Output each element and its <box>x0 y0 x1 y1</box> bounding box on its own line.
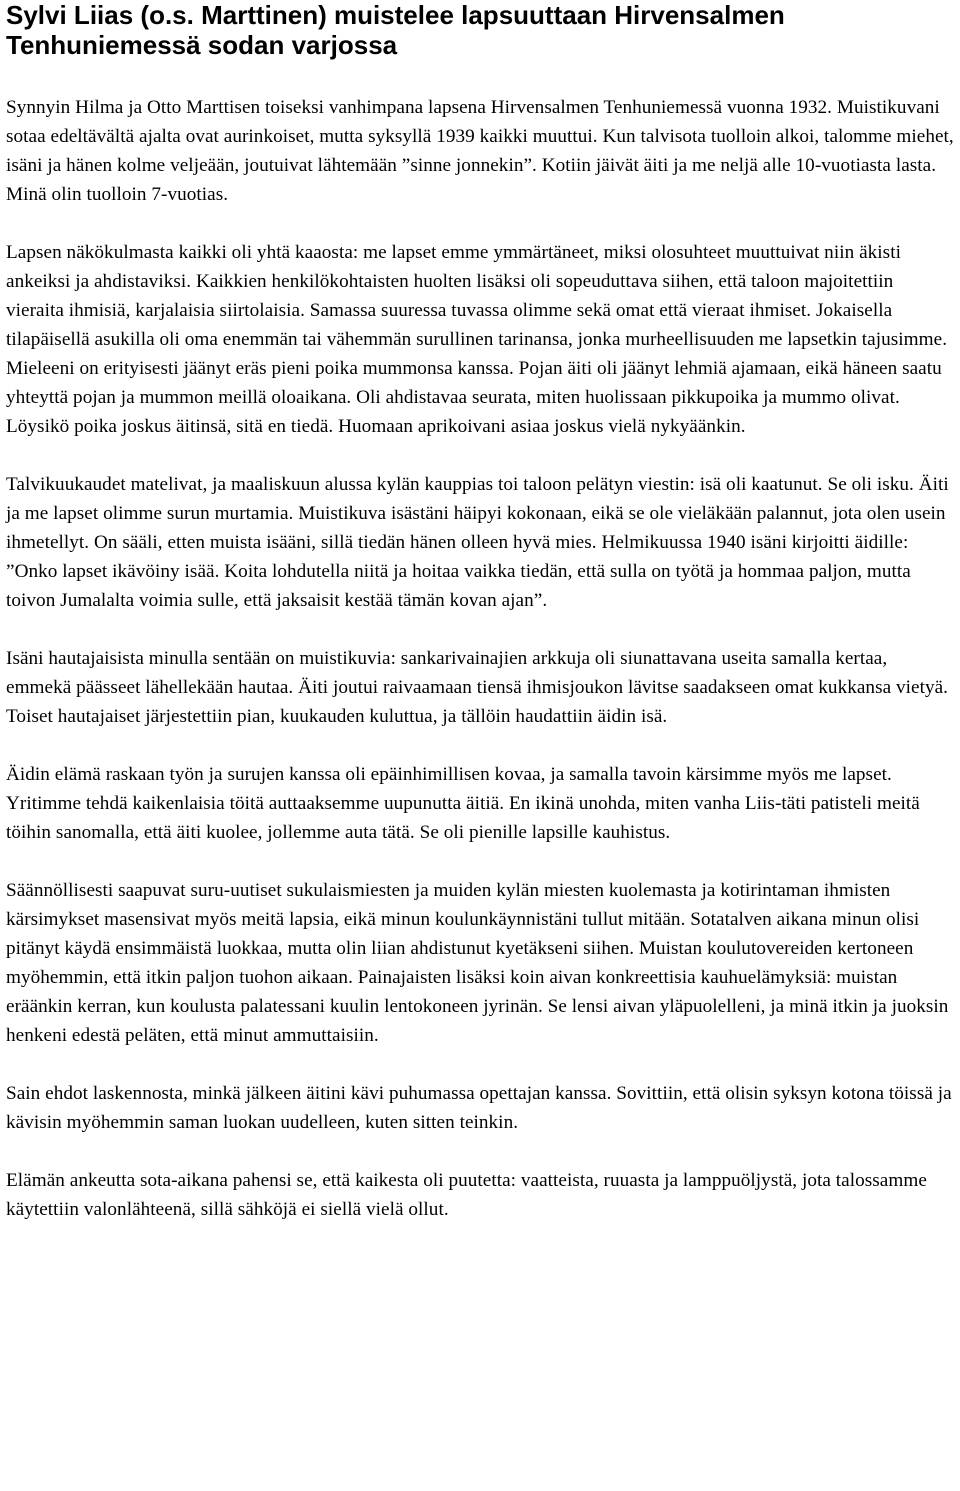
paragraph-1: Synnyin Hilma ja Otto Marttisen toiseksi vanhimpana lapsena Hirvensalmen Tenhuniemessä vuonna 1932. Muistikuvani sotaa edeltävältä ajalta ovat aurinkoiset, mutta syksyllä 1939 kaikki muuttui. Kun talvisota tuolloin alkoi, talomme miehet, isäni ja hänen kolme veljeään, joutuivat lähtemään ”sinne jonnekin”. Kotiin jäivät äiti ja me neljä alle 10-vuotiasta lasta. Minä olin tuolloin 7-vuotias. <box>6 97 954 205</box>
paragraph-5: Äidin elämä raskaan työn ja surujen kanssa oli epäinhimillisen kovaa, ja samalla tavoin kärsimme myös me lapset. Yritimme tehdä kaikenlaisia töitä auttaaksemme uupunutta äitiä. En ikinä unohda, miten vanha Liis-täti patisteli meitä töihin sanomalla, että äiti kuolee, jollemme auta tätä. Se oli pienille lapsille kauhistus. <box>6 764 920 843</box>
paragraph-3: Talvikuukaudet matelivat, ja maaliskuun alussa kylän kauppias toi taloon pelätyn viestin: isä oli kaatunut. Se oli isku. Äiti ja me lapset olimme surun murtamia. Muistikuva isästäni häipyi kokonaan, eikä se ole vieläkään palannut, jota olen usein ihmetellyt. On sääli, etten muista isääni, sillä tiedän hänen olleen hyvä mies. Helmikuussa 1940 isäni kirjoitti äidille: ”Onko lapset ikävöiny isää. Koita lohdutella niitä ja hoitaa vaikka tiedän, että sulla on työtä ja hommaa paljon, mutta toivon Jumalalta voimia sulle, että jaksaisit kestää tämän kovan ajan”. <box>6 474 949 611</box>
paragraph-8: Elämän ankeutta sota-aikana pahensi se, että kaikesta oli puutetta: vaatteista, ruuasta ja lamppuöljystä, jota talossamme käytettiin valonlähteenä, sillä sähköjä ei siellä vielä ollut. <box>6 1170 927 1220</box>
paragraph-2: Lapsen näkökulmasta kaikki oli yhtä kaaosta: me lapset emme ymmärtäneet, miksi olosuhteet muuttuivat niin äkisti ankeiksi ja ahdistaviksi. Kaikkien henkilökohtaisten huolten lisäksi oli sopeuduttava siihen, että taloon majoitettiin vieraita ihmisiä, karjalaisia siirtolaisia. Samassa suuressa tuvassa olimme sekä omat että vieraat ihmiset. Jokaisella tilapäisellä asukilla oli oma enemmän tai vähemmän surullinen tarinansa, jonka murheellisuuden me lapsetkin tajusimme. Mieleeni on erityisesti jäänyt eräs pieni poika mummonsa kanssa. Pojan äiti oli jäänyt lehmiä ajamaan, eikä häneen saatu yhteyttä pojan ja mummon meillä oloaikana. Oli ahdistavaa seurata, miten huolissaan pikkupoika ja mummo olivat. Löysikö poika joskus äitinsä, sitä en tiedä. Huomaan aprikoivani asiaa joskus vielä nykyäänkin. <box>6 242 948 437</box>
paragraph-7: Sain ehdot laskennosta, minkä jälkeen äitini kävi puhumassa opettajan kanssa. Sovittiin, että olisin syksyn kotona töissä ja kävisin myöhemmin saman luokan uudelleen, kuten sitten teinkin. <box>6 1083 952 1133</box>
article-title: Sylvi Liias (o.s. Marttinen) muistelee lapsuuttaan Hirvensalmen Tenhuniemessä sodan varjossa <box>6 0 785 60</box>
paragraph-4: Isäni hautajaisista minulla sentään on muistikuvia: sankarivainajien arkkuja oli siunattavana useita samalla kertaa, emmekä päässeet lähellekään hautaa. Äiti joutui raivaamaan tiensä ihmisjoukon lävitse saadakseen omat kukkansa vietyä. Toiset hautajaiset järjestettiin pian, kuukauden kuluttua, ja tällöin haudattiin äidin isä. <box>6 648 949 727</box>
paragraph-6: Säännöllisesti saapuvat suru-uutiset sukulaismiesten ja muiden kylän miesten kuolemasta ja kotirintaman ihmisten kärsimykset masensivat myös meitä lapsia, eikä minun koulunkäynnistäni tullut mitään. Sotatalven aikana minun olisi pitänyt käydä ensimmäistä luokkaa, mutta olin liian ahdistunut kyetäkseni siihen. Muistan koulutovereiden kertoneen myöhemmin, että itkin paljon tuohon aikaan. Painajaisten lisäksi koin aivan konkreettisia kauhuelämyksiä: muistan eräänkin kerran, kun koulusta palatessani kuulin lentokoneen jyrinän. Se lensi aivan yläpuolelleni, ja minä itkin ja juoksin henkeni edestä peläten, että minut ammuttaisiin. <box>6 880 949 1046</box>
document-page <box>6 0 956 1224</box>
